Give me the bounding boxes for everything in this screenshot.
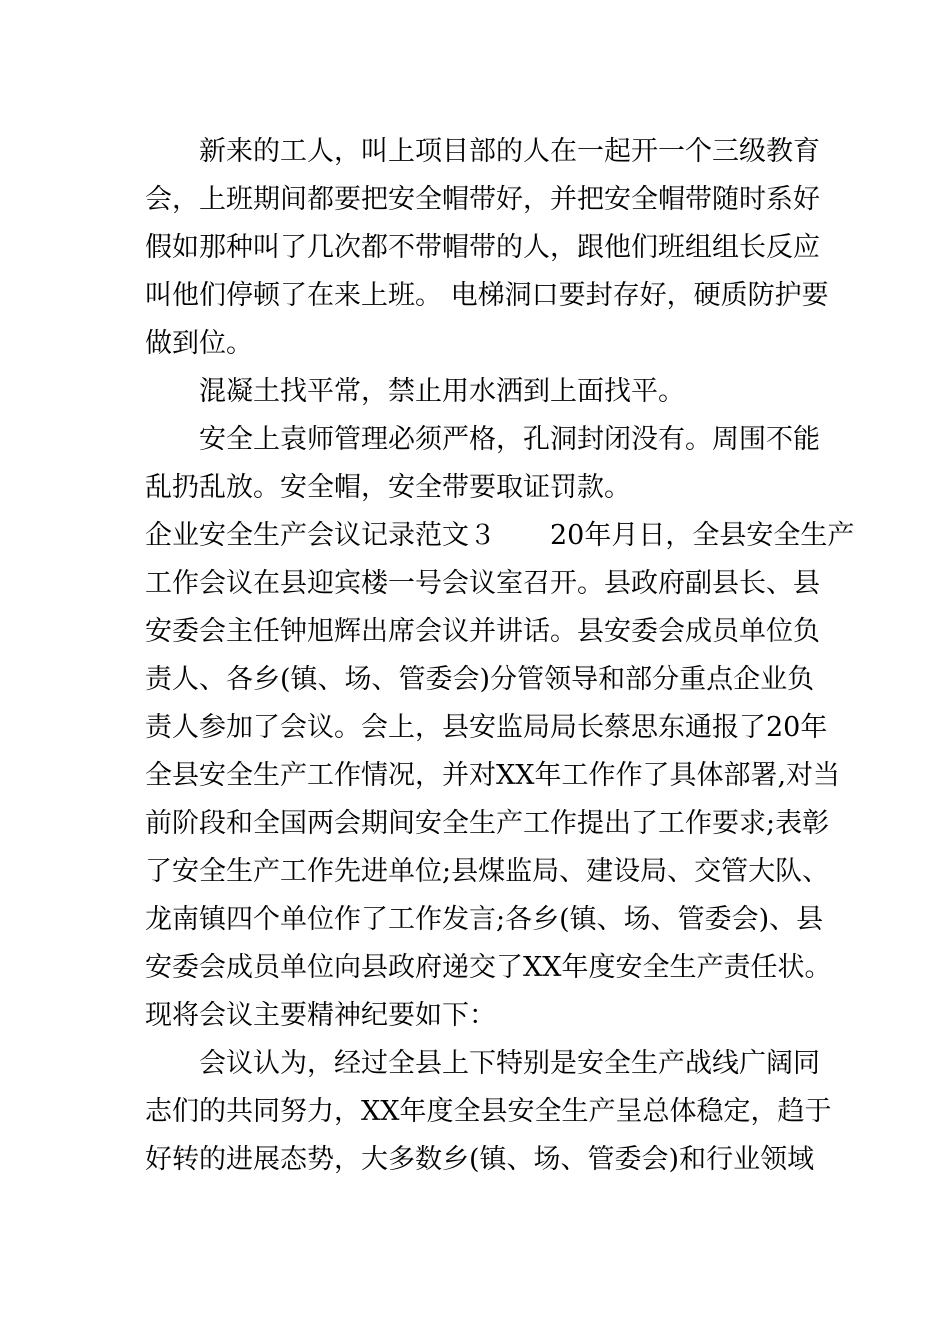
text-line: 安全上袁师管理必须严格，孔洞封闭没有。周围不能: [199, 424, 820, 455]
text-line: 会，上班期间都要把安全帽带好，并把安全帽带随时系好: [145, 184, 820, 215]
text-line: 安委会成员单位向县政府递交了XX年度安全生产责任状。: [145, 952, 832, 983]
text-line: 叫他们停顿了在来上班。 电梯洞口要封存好，硬质防护要: [145, 280, 829, 311]
text-line: 好转的进展态势，大多数乡(镇、场、管委会)和行业领域: [145, 1144, 815, 1175]
text-line: 了安全生产工作先进单位;县煤监局、建设局、交管大队、: [145, 856, 830, 887]
text-line: 现将会议主要精神纪要如下：: [145, 1000, 496, 1031]
text-line: 假如那种叫了几次都不带帽带的人，跟他们班组组长反应: [145, 232, 820, 263]
text-line: 做到位。: [145, 328, 253, 359]
document-body: [145, 128, 855, 1184]
text-line: 混凝土找平常，禁止用水洒到上面找平。: [199, 376, 685, 407]
text-line: 工作会议在县迎宾楼一号会议室召开。县政府副县长、县: [145, 568, 820, 599]
text-line: 志们的共同努力，XX年度全县安全生产呈总体稳定，趋于: [145, 1096, 832, 1127]
text-line: 龙南镇四个单位作了工作发言;各乡(镇、场、管委会)、县: [145, 904, 824, 935]
text-line: 会议认为，经过全县上下特别是安全生产战线广阔同: [199, 1048, 820, 1079]
text-line: 新来的工人，叫上项目部的人在一起开一个三级教育: [199, 136, 820, 167]
text-line: 企业安全生产会议记录范文３ 20年月日，全县安全生产: [145, 520, 855, 551]
text-line: 安委会主任钟旭辉出席会议并讲话。县安委会成员单位负: [145, 616, 820, 647]
text-line: 全县安全生产工作情况，并对XX年工作作了具体部署,对当: [145, 760, 841, 791]
text-line: 责人参加了会议。会上，县安监局局长蔡思东通报了20年: [145, 712, 828, 743]
text-line: 乱扔乱放。安全帽，安全带要取证罚款。: [145, 472, 631, 503]
text-line: 责人、各乡(镇、场、管委会)分管领导和部分重点企业负: [145, 664, 815, 695]
text-line: 前阶段和全国两会期间安全生产工作提出了工作要求;表彰: [145, 808, 830, 839]
